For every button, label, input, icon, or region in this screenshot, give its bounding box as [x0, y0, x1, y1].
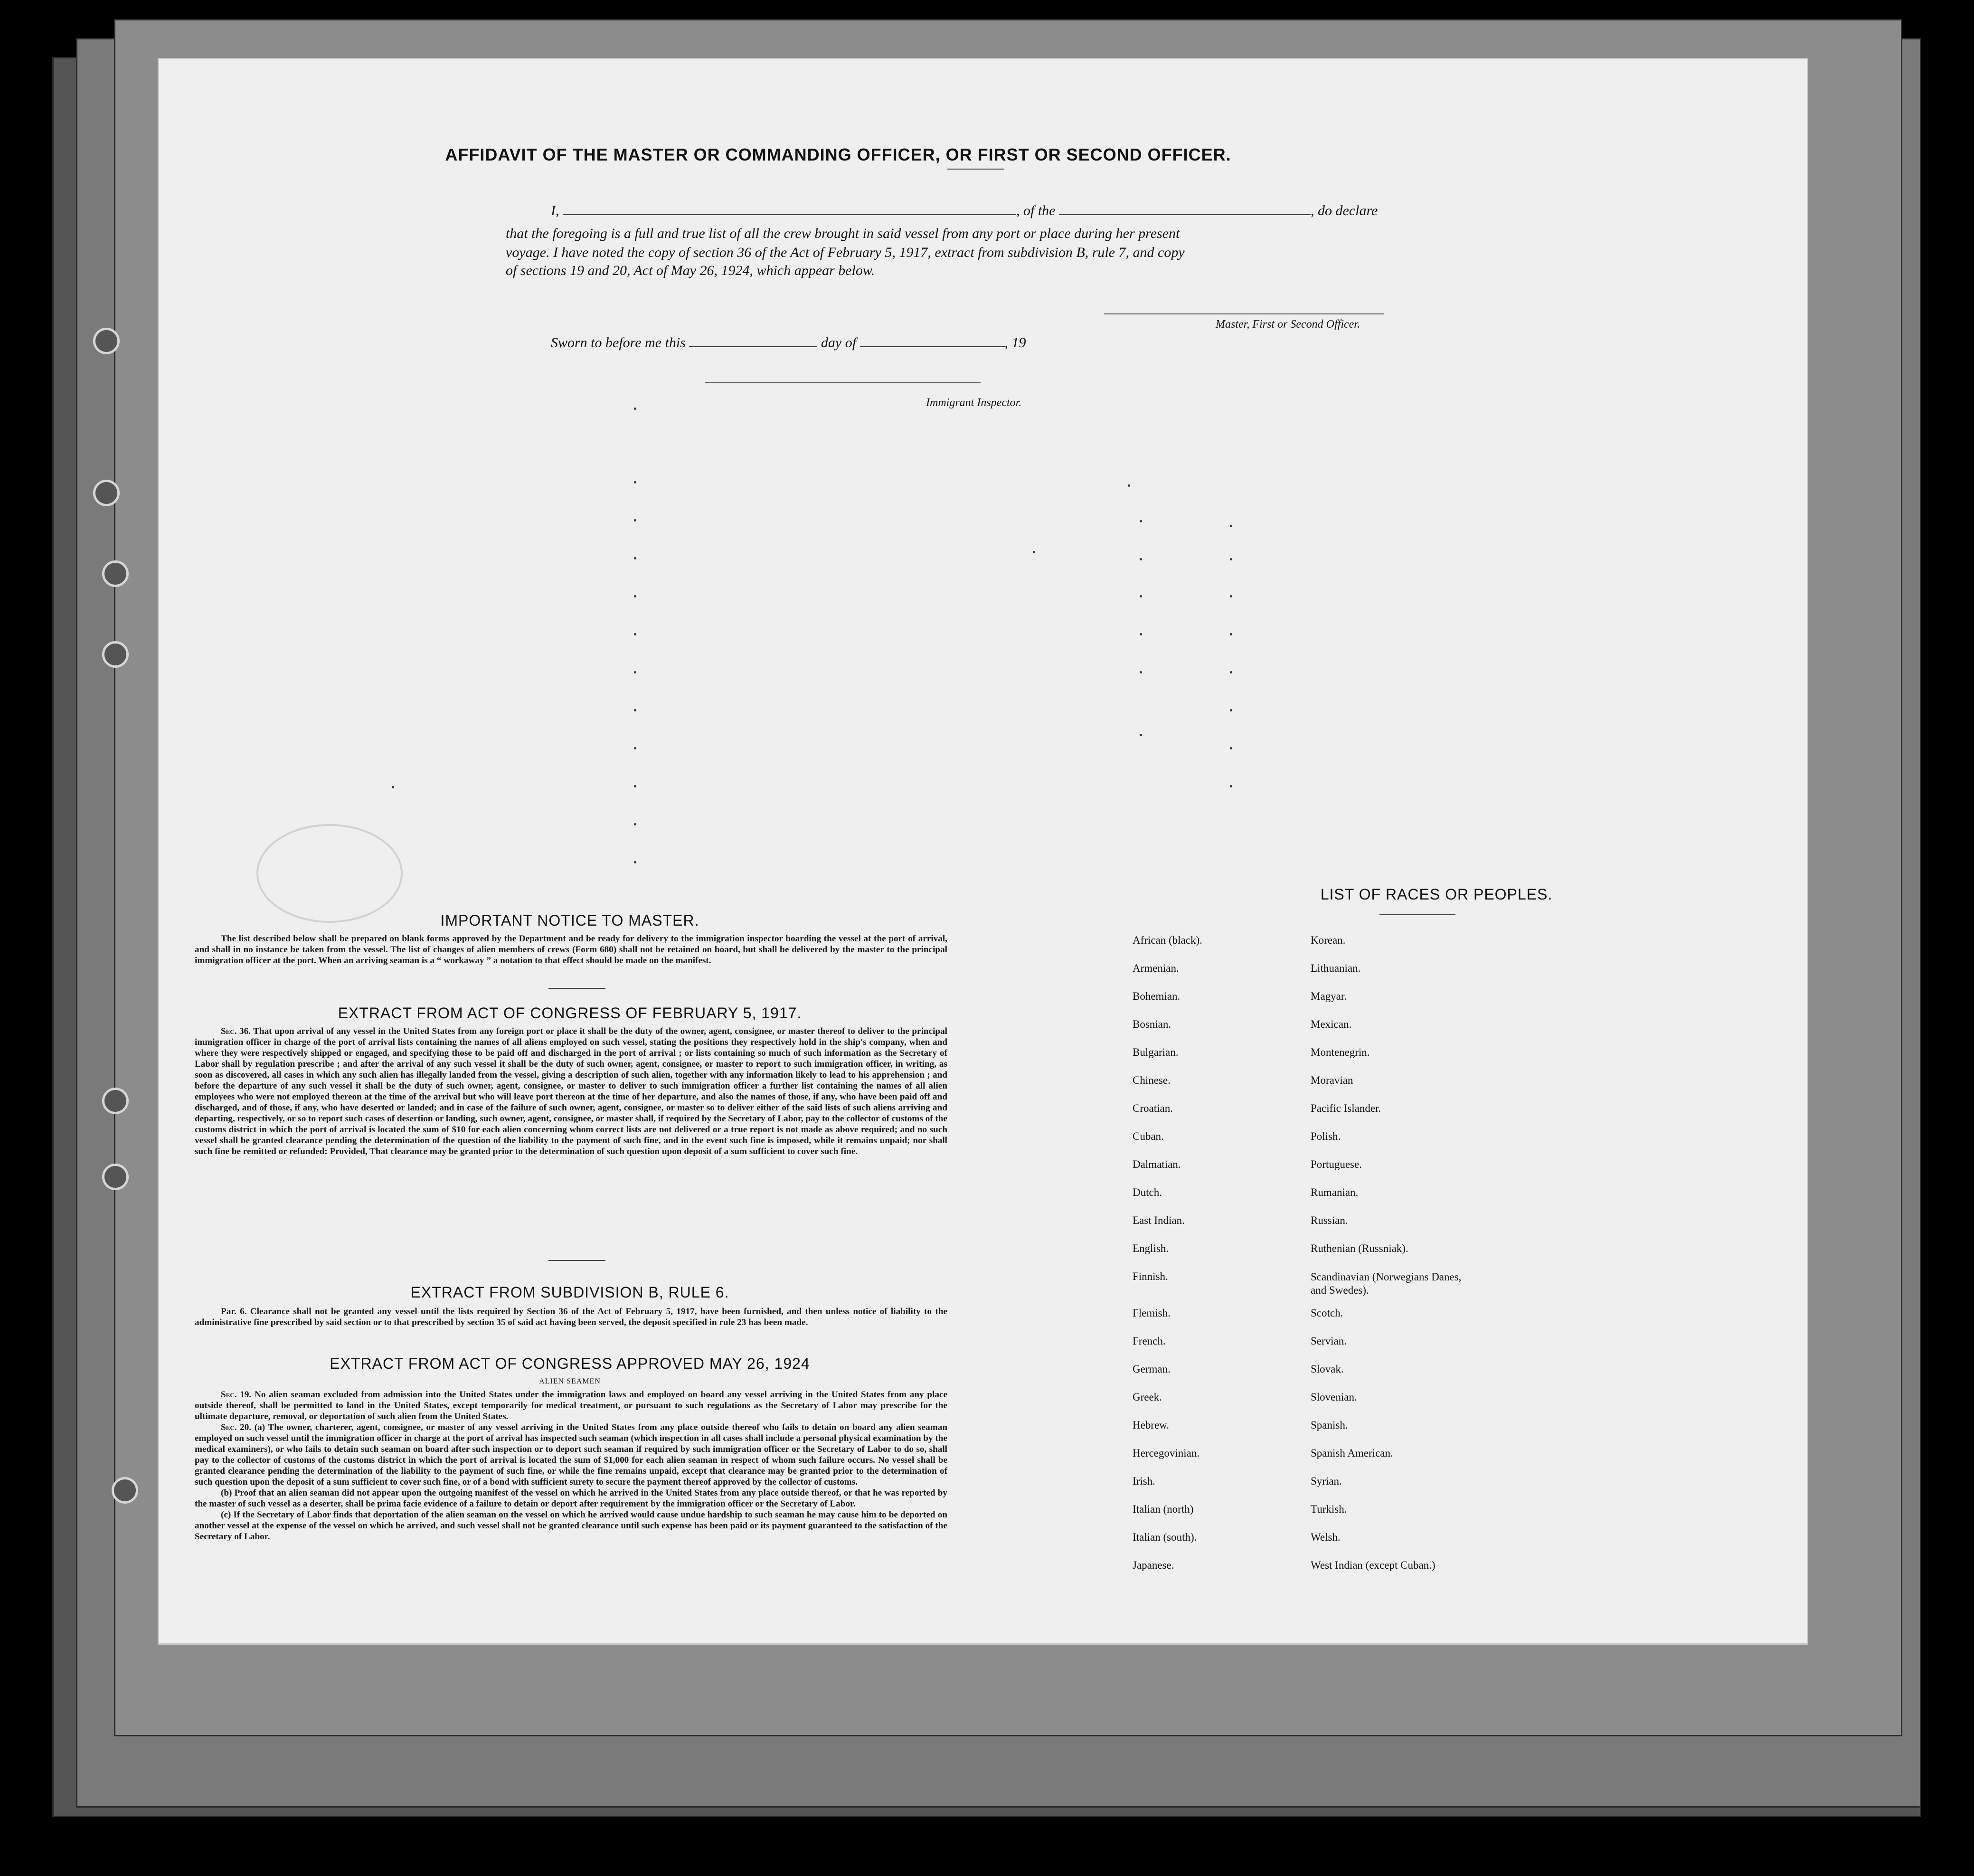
- alien-seamen-label: ALIEN SEAMEN: [539, 1377, 601, 1385]
- extract-1917-title: EXTRACT FROM ACT OF CONGRESS OF FEBRUARY 5, 1917.: [338, 1004, 802, 1022]
- mark: [1140, 595, 1142, 597]
- punch-hole: [102, 560, 129, 587]
- mark: [1230, 709, 1232, 711]
- mark: [1230, 595, 1232, 597]
- race-item: Scandinavian (Norwegians Danes, and Swedes).: [1311, 1271, 1462, 1296]
- race-item: Bohemian.: [1133, 990, 1181, 1002]
- race-item: Scotch.: [1311, 1307, 1343, 1319]
- mark: [1230, 785, 1232, 787]
- race-item: Rumanian.: [1311, 1186, 1359, 1198]
- sworn-line: [551, 334, 1026, 351]
- race-item: Cuban.: [1133, 1130, 1164, 1142]
- sec-36-text: That upon arrival of any vessel in the United States from any foreign port or place it shall be the duty of the owner, agent, consignee, or master thereof to deliver to the principal immigration officer in charge of the port of arrival lists containing the names of all aliens employed on such vessel, stating the positions they respectively hold in the ship's company, when and where they were respectively shipped or engaged, and specifying those to be paid off and discharged in the port of arrival ; or lists containing so much of such information as the Secretary of Labor shall by regulation prescribe ; and after the arrival of any such vessel it shall be the duty of such owner, agent, consignee, or master to report to such immigration officer, in writing, as soon as discovered, all cases in which any such alien has illegally landed from the vessel, giving a description of such alien, together with any information likely to lead to his apprehension ; and before the departure of any such vessel it shall be the duty of such owner, agent, consignee, or master to deliver to such immigration officer a further list containing the names of all alien employees who were not employed thereon at the time of the arrival but who will leave port thereon at the time of her departure, and also the names of those, if any, who have been paid off and discharged, and of those, if any, who have deserted or landed; and in case of the failure of such owner, agent, consignee, or master so to deliver either of the said lists of such aliens arriving and departing, respectively, or so to report such cases of desertion or landing, such owner, agent, consignee, or master shall, if required by the Secretary of Labor, pay to the collector of customs of the customs district in which the port of arrival is located the sum of $10 for each alien concerning whom correct lists are not delivered or a true report is not made as above required; and no such vessel shall be granted clearance pending the determination of the question of the liability to the payment of such fine, and in the event such fine is imposed, while it remains unpaid; nor shall such fine be remitted or refunded: Provided, That clearance may be granted prior to the determination of such question upon deposit of a sum sufficient to cover such fine.: [195, 1026, 948, 1156]
- punch-hole: [112, 1477, 138, 1504]
- mark: [1140, 734, 1142, 736]
- faded-stamp: [256, 824, 403, 923]
- sec-20-label: Sec. 20.: [221, 1422, 252, 1432]
- race-item: Syrian.: [1311, 1475, 1342, 1487]
- punch-hole: [93, 328, 120, 354]
- sec-20a-text: (a) The owner, charterer, agent, consignee, or master of any vessel arriving in the United States from any place outside thereof who fails to detain on board any alien seaman employed on such vessel until the immigration officer in charge at the port of arrival has inspected such seaman (which inspection in all cases shall include a personal physical examination by the medical examiners), or who fails to detain such seaman on board after such inspection or to deport such seaman if required by such immigration officer or the Secretary of Labor to do so, shall pay to the collector of customs of the customs district in which the port of arrival is located the sum of $1,000 for each alien seaman in respect of whom such failure occurs. No vessel shall be granted clearance pending the determination of the liability to the payment of such fine, or while the fine remains unpaid, except that clearance may be granted prior to the determination of such question upon the deposit of a sum sufficient to cover such fine, or of a bond with sufficient surety to secure the payment thereof approved by the collector of customs.: [195, 1422, 947, 1487]
- punch-hole: [93, 480, 120, 506]
- mark: [634, 557, 636, 559]
- name-blank: [563, 202, 1016, 215]
- mark: [634, 519, 636, 521]
- races-title: LIST OF RACES OR PEOPLES.: [1320, 886, 1553, 903]
- race-item: Montenegrin.: [1311, 1046, 1370, 1058]
- punch-hole: [102, 1088, 129, 1114]
- rule-6-paragraph: Par. 6. Clearance shall not be granted any vessel until the lists required by Section 36 of the Act of February 5, 1917, have been furnished, and then unless notice of liability to the administrative fine prescribed by said section or to that prescribed by section 35 of said act having been served, the deposit specified in rule 23 has been made.: [195, 1307, 947, 1327]
- notice-text: [195, 933, 947, 966]
- extract-1924-title: EXTRACT FROM ACT OF CONGRESS APPROVED MAY 26, 1924: [330, 1355, 810, 1372]
- master-signature-line: [1104, 313, 1384, 314]
- punch-hole: [102, 1164, 129, 1190]
- mark: [1230, 558, 1232, 560]
- race-item: Flemish.: [1133, 1307, 1171, 1319]
- race-item: Finnish.: [1133, 1270, 1168, 1282]
- extract-1917-rule: [548, 1260, 605, 1261]
- extract-1924-text: [195, 1389, 947, 1542]
- affidavit-line-1: [551, 202, 1378, 219]
- mark: [1230, 633, 1232, 635]
- sworn-prefix: Sworn to before me this: [551, 335, 686, 351]
- form-page: [159, 59, 1807, 1643]
- notice-title: IMPORTANT NOTICE TO MASTER.: [440, 912, 699, 929]
- race-item: Greek.: [1133, 1391, 1162, 1403]
- mark: [1230, 525, 1232, 527]
- race-item: Pacific Islander.: [1311, 1102, 1381, 1114]
- race-item: Japanese.: [1133, 1559, 1174, 1571]
- race-item: English.: [1133, 1242, 1169, 1254]
- race-item: Italian (south).: [1133, 1531, 1197, 1543]
- race-item: Korean.: [1311, 934, 1346, 946]
- mark: [634, 671, 636, 673]
- race-item: Bosnian.: [1133, 1018, 1171, 1030]
- race-item: Hercegovinian.: [1133, 1447, 1200, 1459]
- race-item: Polish.: [1311, 1130, 1341, 1142]
- extract-1917-text: [195, 1026, 947, 1157]
- sec-20c-text: (c) If the Secretary of Labor finds that deportation of the alien seaman on the vessel on which he arrived would cause undue hardship to such seaman he may cause him to be deported on another vessel at the expense of the vessel on which he arrived, and such vessel shall not be granted clearance until such expense has been paid or its payment guaranteed to the satisfaction of the Secretary of Labor.: [195, 1510, 947, 1542]
- race-item: Turkish.: [1311, 1503, 1347, 1515]
- race-item: Portuguese.: [1311, 1158, 1362, 1170]
- sec-19-text: No alien seaman excluded from admission into the United States under the immigration laws and employed on board any vessel arriving in the United States from any place outside thereof, shall be permitted to land in the United States, except temporarily for medical treatment, or pursuant to such regulations as the Secretary of Labor may prescribe for the ultimate departure, removal, or deportation of such alien from the United States.: [195, 1390, 948, 1421]
- mark: [634, 785, 636, 787]
- race-item: Croatian.: [1133, 1102, 1173, 1114]
- mark: [634, 633, 636, 635]
- inspector-signature-line: [705, 382, 981, 383]
- punch-hole: [102, 641, 129, 668]
- affidavit-line-2: that the foregoing is a full and true list of all the crew brought in said vessel from any port or place during her present: [506, 226, 1180, 241]
- mark: [634, 823, 636, 825]
- mark: [634, 481, 636, 483]
- race-item: Lithuanian.: [1311, 962, 1361, 974]
- mark: [1230, 671, 1232, 673]
- race-item: Italian (north): [1133, 1503, 1194, 1515]
- race-item: Armenian.: [1133, 962, 1179, 974]
- race-item: Slovak.: [1311, 1363, 1344, 1375]
- rule-6-title: EXTRACT FROM SUBDIVISION B, RULE 6.: [410, 1284, 729, 1301]
- sec-36-label: Sec. 36.: [221, 1026, 251, 1036]
- race-item: Servian.: [1311, 1335, 1347, 1347]
- mark: [634, 595, 636, 597]
- affidavit-line-3: voyage. I have noted the copy of section 36 of the Act of February 5, 1917, extract from subdivision B, rule 7, and copy: [506, 245, 1185, 260]
- mark: [1140, 558, 1142, 560]
- notice-paragraph: The list described below shall be prepared on blank forms approved by the Department and be ready for delivery to the immigration inspector boarding the vessel at the port of arrival, and shall in no instance be taken from the vessel. The list of changes of alien members of crews (Form 680) shall not be retained on board, but shall be delivered by the master to the principal immigration officer at the port. When an arriving seaman is a “ workaway ” a notation to that effect should be made on the manifest.: [195, 934, 947, 966]
- mark: [634, 407, 636, 410]
- mark: [634, 861, 636, 863]
- title-rule: [947, 169, 1004, 170]
- race-item: Spanish.: [1311, 1419, 1348, 1431]
- affidavit-line1-prefix: I,: [551, 203, 559, 218]
- sworn-suffix: , 19: [1004, 335, 1026, 351]
- rule-6-text: [195, 1306, 947, 1328]
- sworn-month-blank: [860, 334, 1005, 347]
- race-item: Russian.: [1311, 1214, 1348, 1226]
- race-item: Spanish American.: [1311, 1447, 1393, 1459]
- race-item: Slovenian.: [1311, 1391, 1357, 1403]
- mark: [634, 709, 636, 711]
- affidavit-title: AFFIDAVIT OF THE MASTER OR COMMANDING OFFICER, OR FIRST OR SECOND OFFICER.: [445, 145, 1231, 164]
- mark: [392, 786, 394, 788]
- sworn-day-blank: [689, 334, 817, 347]
- race-item: Chinese.: [1133, 1074, 1171, 1086]
- notice-rule: [548, 988, 605, 989]
- race-item: Moravian: [1311, 1074, 1353, 1086]
- mark: [1033, 551, 1035, 553]
- race-item: East Indian.: [1133, 1214, 1185, 1226]
- race-item: Magyar.: [1311, 990, 1347, 1002]
- race-item: Mexican.: [1311, 1018, 1352, 1030]
- sec-19-label: Sec. 19.: [221, 1390, 252, 1400]
- race-item: French.: [1133, 1335, 1166, 1347]
- race-item: Dalmatian.: [1133, 1158, 1181, 1170]
- race-item: West Indian (except Cuban.): [1311, 1559, 1436, 1571]
- affidavit-line-4: of sections 19 and 20, Act of May 26, 1924, which appear below.: [506, 263, 875, 278]
- mark: [1140, 671, 1142, 673]
- master-signature-label: Master, First or Second Officer.: [1216, 318, 1360, 331]
- mark: [1140, 520, 1142, 522]
- race-item: Ruthenian (Russniak).: [1311, 1242, 1408, 1254]
- race-item: Irish.: [1133, 1475, 1155, 1487]
- race-item: Bulgarian.: [1133, 1046, 1179, 1058]
- affidavit-line1-mid: , of the: [1016, 203, 1056, 218]
- race-item: Hebrew.: [1133, 1419, 1170, 1431]
- race-item: African (black).: [1133, 934, 1202, 946]
- race-item: German.: [1133, 1363, 1171, 1375]
- vessel-blank: [1059, 202, 1311, 215]
- race-item: Dutch.: [1133, 1186, 1162, 1198]
- race-item: Welsh.: [1311, 1531, 1341, 1543]
- affidavit-line1-suffix: , do declare: [1311, 203, 1378, 218]
- mark: [1128, 484, 1130, 487]
- mark: [1230, 747, 1232, 749]
- races-rule: [1379, 914, 1455, 915]
- sec-20b-text: (b) Proof that an alien seaman did not appear upon the outgoing manifest of the vessel on which he arrived in the United States from any place outside thereof, or that he was reported by the master of such vessel as a deserter, shall be prima facie evidence of a failure to detain or deport after requirement by the immigration officer or the Secretary of Labor.: [195, 1488, 947, 1509]
- mark: [634, 747, 636, 749]
- inspector-signature-label: Immigrant Inspector.: [926, 397, 1022, 409]
- sworn-mid: day of: [821, 335, 857, 351]
- mark: [1140, 633, 1142, 635]
